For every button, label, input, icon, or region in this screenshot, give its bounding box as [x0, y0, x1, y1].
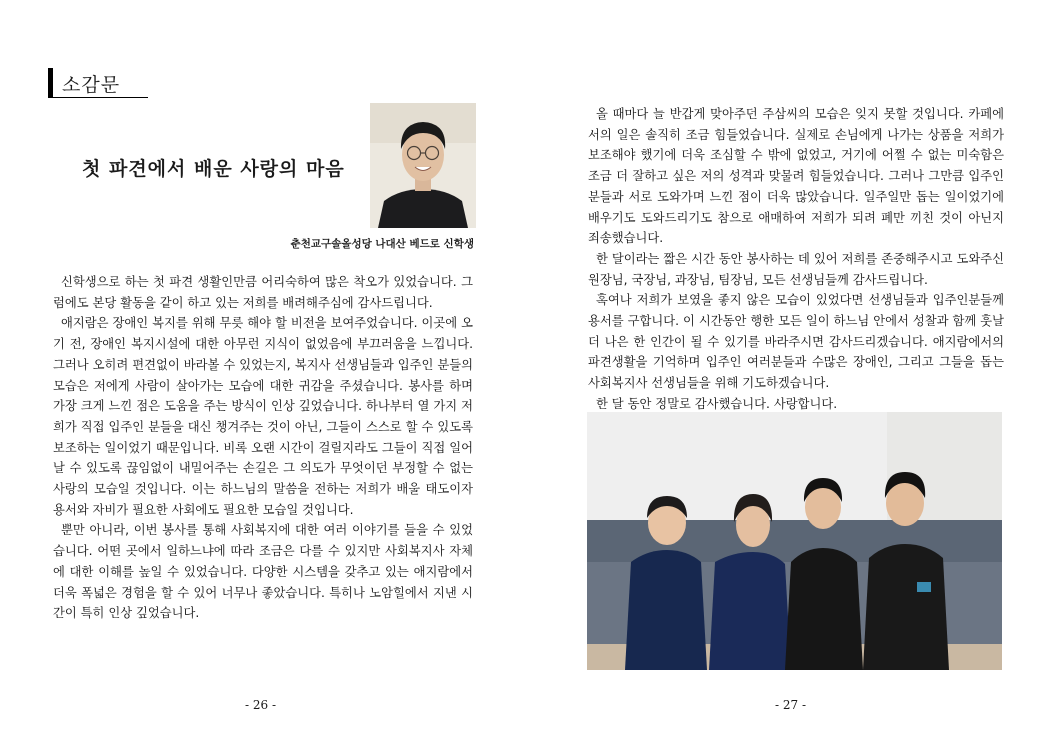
- section-accent-bar: [48, 68, 53, 98]
- author-photo: [370, 103, 476, 228]
- body-paragraph: 한 달 동안 정말로 감사했습니다. 사랑합니다.: [596, 396, 838, 411]
- author-byline: 춘천교구솔올성당 나대산 베드로 신학생: [290, 238, 474, 250]
- body-paragraph: 한 달이라는 짧은 시간 동안 봉사하는 데 있어 저희를 존중해주시고 도와주신 원장님, 국장님, 과장님, 팀장님, 모든 선생님들께 감사드립니다.: [588, 251, 1004, 287]
- page-number-left: - 26 -: [245, 698, 277, 712]
- section-label: 소감문: [62, 74, 121, 96]
- group-portrait-image: [587, 412, 1002, 670]
- author-portrait-image: [370, 103, 476, 228]
- group-photo: [587, 412, 1002, 670]
- body-paragraph: 뿐만 아니라, 이번 봉사를 통해 사회복지에 대한 여러 이야기를 들을 수 있었습니다. 어떤 곳에서 일하느냐에 따라 조금은 다를 수 있지만 사회복지사 자체에 대한 이해를 높일 수 있었습니다. 다양한 시스템을 갖추고 있는 애지람에서 더욱 폭넓은 경험을 할 수 있어 너무나 좋았습니다. 특히나 노암힐에서 지낸 시간이 특히 인상 깊었습니다.: [53, 523, 473, 621]
- body-paragraph: 혹여나 저희가 보였을 좋지 않은 모습이 있었다면 선생님들과 입주인분들께 용서를 구합니다. 이 시간동안 행한 모든 일이 하느님 안에서 성찰과 함께 훗날 더 나은 한 인간이 될 수 있기를 바라주시면 감사드리겠습니다. 애지람에서의 파견생활을 기억하며 입주인 여러분들과 수많은 장애인, 그리고 그들을 돕는 사회복지사 선생님들을 위해 기도하겠습니다.: [588, 293, 1004, 391]
- left-body-text: [53, 272, 473, 624]
- body-paragraph: 애지람은 장애인 복지를 위해 무릇 해야 할 비전을 보여주었습니다. 이곳에 오기 전, 장애인 복지시설에 대한 아무런 지식이 없었음에 부끄러움을 느낍니다. 그러나 오히려 편견없이 바라볼 수 있었는지, 복지사 선생님들과 입주인 분들의 모습은 저에게 사람이 살아가는 모습에 대한 귀감을 주셨습니다. 봉사를 하며 가장 크게 느낀 점은 도움을 주는 방식이 인상 깊었습니다. 하나부터 열 가지 저희가 직접 입주인 분들을 대신 챙겨주는 것이 아닌, 그들이 스스로 할 수 있도록 보조하는 일이었기 때문입니다. 비록 오랜 시간이 걸릴지라도 그들이 직접 일어날 수 있도록 끊임없이 내밀어주는 손길은 그 의도가 무엇이던 부정할 수 없는 사랑의 모습일 것입니다. 이는 하느님의 말씀을 전하는 저희가 배울 태도이자 용서와 자비가 필요한 사회에도 필요한 모습일 것입니다.: [53, 316, 473, 517]
- section-underline: [48, 97, 148, 98]
- article-title: 첫 파견에서 배운 사랑의 마음: [82, 158, 345, 180]
- page-number-right: - 27 -: [775, 698, 807, 712]
- body-paragraph: 올 때마다 늘 반갑게 맞아주던 주삼씨의 모습은 잊지 못할 것입니다. 카페에서의 일은 솔직히 조금 힘들었습니다. 실제로 손님에게 나가는 상품을 저희가 보조해야 했기에 더욱 조심할 수 밖에 없었고, 거기에 어쩔 수 없는 미숙함은 조금 더 잘하고 싶은 저의 성격과 맞물려 힘들었습니다. 그러나 그만큼 입주인 분들과 서로 도와가며 느낀 점이 더욱 많았습니다. 일주일만 돕는 일이었기에 배우기도 도와드리기도 참으로 애매하여 저희가 되려 폐만 끼친 것이 아닌지 죄송했습니다.: [588, 107, 1004, 246]
- right-body-text: [588, 104, 1004, 415]
- right-page: [528, 0, 1056, 745]
- body-paragraph: 신학생으로 하는 첫 파견 생활인만큼 어리숙하여 많은 착오가 있었습니다. 그럼에도 본당 활동을 같이 하고 있는 저희를 배려해주심에 감사드립니다.: [53, 275, 473, 310]
